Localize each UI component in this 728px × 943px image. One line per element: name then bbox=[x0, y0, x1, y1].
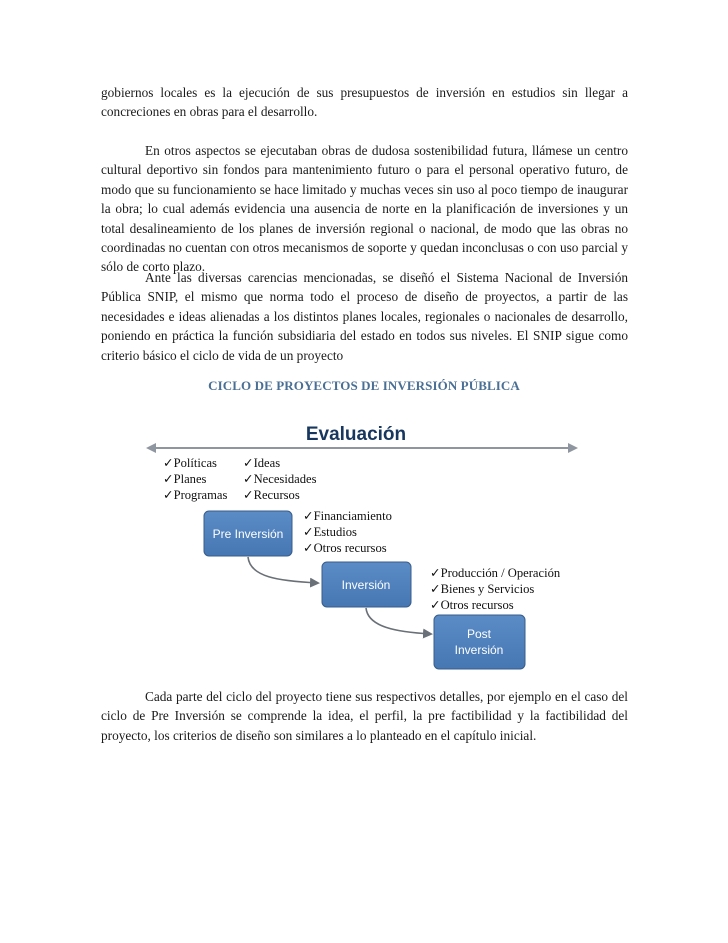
paragraph-1 bbox=[101, 83, 628, 122]
stage1-list bbox=[303, 509, 392, 555]
stage-label: Pre Inversión bbox=[212, 527, 284, 541]
check-item-label: Necesidades bbox=[253, 472, 317, 486]
check-item-label: Financiamiento bbox=[313, 509, 392, 523]
diagram-title: CICLO DE PROYECTOS DE INVERSIÓN PÚBLICA bbox=[208, 378, 520, 393]
check-item bbox=[243, 472, 317, 486]
check-item bbox=[430, 598, 514, 612]
check-item bbox=[243, 488, 300, 502]
stage-label: Inversión bbox=[341, 578, 391, 592]
check-item bbox=[303, 541, 387, 555]
check-item-label: Políticas bbox=[173, 456, 217, 470]
check-item-label: Producción / Operación bbox=[440, 566, 561, 580]
paragraph-4 bbox=[101, 687, 628, 745]
check-item bbox=[163, 488, 228, 502]
check-icon: ✓ bbox=[303, 509, 314, 523]
stage-inversion bbox=[322, 562, 411, 607]
paragraph-2 bbox=[101, 141, 628, 277]
stage-label-line2: Inversión bbox=[454, 643, 504, 657]
check-icon: ✓ bbox=[163, 488, 174, 502]
check-item-label: Recursos bbox=[253, 488, 300, 502]
flow-arrow bbox=[366, 608, 431, 634]
check-icon: ✓ bbox=[243, 472, 254, 486]
check-item-label: Programas bbox=[173, 488, 228, 502]
check-icon: ✓ bbox=[430, 598, 441, 612]
check-item bbox=[163, 456, 217, 470]
group-b-list bbox=[243, 456, 317, 502]
check-item-label: Otros recursos bbox=[440, 598, 514, 612]
stage-box bbox=[434, 615, 525, 669]
group-a-list bbox=[163, 456, 228, 502]
paragraph-4-text: Cada parte del ciclo del proyecto tiene sus respectivos detalles, por ejemplo en el caso del ciclo de Pre Inversión se comprende la idea, el perfil, la pre factibilidad y la factibilidad del proyecto, los criterios de diseño son similares a lo planteado en el capítulo inicial. bbox=[101, 689, 628, 743]
stage-pre-inversion bbox=[204, 511, 292, 556]
flow-arrow bbox=[248, 557, 318, 583]
paragraph-3-text: Ante las diversas carencias mencionadas, se diseñó el Sistema Nacional de Inversión Pública SNIP, el mismo que norma todo el proceso de diseño de proyectos, a partir de las necesidades e ideas alienadas a los distintos planes locales, regionales o nacionales de desarrollo, poniendo en práctica la función subsidiaria del estado en todos sus niveles. El SNIP sigue como criterio básico el ciclo de vida de un proyecto bbox=[101, 270, 628, 363]
evaluation-label: Evaluación bbox=[305, 424, 407, 445]
check-icon: ✓ bbox=[163, 472, 174, 486]
check-item bbox=[430, 582, 534, 596]
stage2-list bbox=[430, 566, 561, 612]
check-icon: ✓ bbox=[243, 456, 254, 470]
check-item bbox=[303, 509, 392, 523]
check-icon: ✓ bbox=[430, 566, 441, 580]
check-icon: ✓ bbox=[243, 488, 254, 502]
project-cycle-diagram bbox=[0, 405, 728, 680]
check-item bbox=[243, 456, 280, 470]
check-item bbox=[303, 525, 357, 539]
check-item-label: Ideas bbox=[253, 456, 281, 470]
check-item-label: Otros recursos bbox=[313, 541, 387, 555]
paragraph-3 bbox=[101, 268, 628, 365]
stage-label-line1: Post bbox=[466, 627, 492, 641]
paragraph-2-text: En otros aspectos se ejecutaban obras de dudosa sostenibilidad futura, llámese un centro cultural deportivo sin fondos para mantenimiento futuro o para el personal operativo futuro, de modo que su funcionamiento se hace limitado y muchas veces sin uso al poco tiempo de inaugurar la obra; lo cual además evidencia una ausencia de norte en la planificación de inversiones y un total desalineamiento de los planes de inversión regional o nacional, de modo que las obras no coordinadas no cuentan con otros mecanismos de soporte y quedan inconclusas o con uso parcial y sólo de corto plazo. bbox=[101, 143, 628, 275]
paragraph-1-text: gobiernos locales es la ejecución de sus presupuestos de inversión en estudios sin llegar a concreciones en obras para el desarrollo. bbox=[101, 85, 628, 120]
check-item bbox=[430, 566, 561, 580]
check-item bbox=[163, 472, 207, 486]
stage-post-inversion bbox=[434, 615, 525, 669]
check-icon: ✓ bbox=[303, 525, 314, 539]
check-item-label: Estudios bbox=[313, 525, 357, 539]
check-icon: ✓ bbox=[163, 456, 174, 470]
check-item-label: Planes bbox=[173, 472, 207, 486]
check-icon: ✓ bbox=[430, 582, 441, 596]
check-item-label: Bienes y Servicios bbox=[440, 582, 535, 596]
check-icon: ✓ bbox=[303, 541, 314, 555]
